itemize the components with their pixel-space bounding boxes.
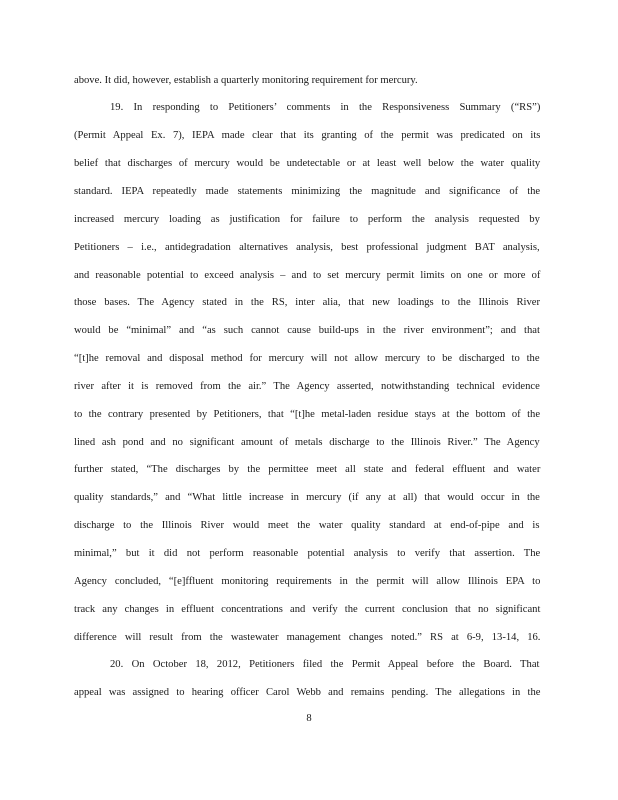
text-line: lined ash pond and no significant amount of metals discharge to the Illinois River.” The Agency: [74, 437, 540, 448]
text-line: river after it is removed from the air.” The Agency asserted, notwithstanding technical evidence: [74, 381, 540, 392]
text-line: appeal was assigned to hearing officer Carol Webb and remains pending. The allegations in the: [74, 687, 541, 698]
text-line: discharge to the Illinois River would meet the water quality standard at end-of-pipe and is: [74, 520, 540, 531]
text-line: track any changes in effluent concentrations and verify the current conclusion that no significant: [74, 604, 541, 615]
text-line: increased mercury loading as justification for failure to perform the analysis requested by: [74, 214, 540, 225]
text-line: standard. IEPA repeatedly made statements minimizing the magnitude and significance of the: [74, 186, 541, 197]
text-line: Agency concluded, “[e]ffluent monitoring requirements in the permit will allow Illinois EPA to: [74, 576, 541, 587]
text-line: “[t]he removal and disposal method for mercury will not allow mercury to be discharged to the: [74, 353, 540, 364]
text-line: quality standards,” and “What little increase in mercury (if any at all) that would occur in the: [74, 492, 540, 503]
paragraph-20-start: 20. On October 18, 2012, Petitioners filed the Permit Appeal before the Board. That: [110, 659, 540, 670]
text-line: Petitioners – i.e., antidegradation alternatives analysis, best professional judgment BAT analysis,: [74, 242, 540, 253]
text-line: those bases. The Agency stated in the RS, inter alia, that new loadings to the Illinois River: [74, 297, 540, 308]
text-line: and reasonable potential to exceed analysis – and to set mercury permit limits on one or more of: [74, 270, 541, 281]
text-line: difference will result from the wastewater management changes noted.” RS at 6-9, 13-14, 16.: [74, 632, 541, 643]
text-line: would be “minimal” and “as such cannot cause build-ups in the river environment”; and that: [74, 325, 540, 336]
text-line: above. It did, however, establish a quarterly monitoring requirement for mercury.: [74, 75, 418, 86]
text-line: minimal,” but it did not perform reasonable potential analysis to verify that assertion. The: [74, 548, 541, 559]
page-number: 8: [306, 713, 312, 724]
text-line: further stated, “The discharges by the permittee meet all state and federal effluent and water: [74, 464, 541, 475]
paragraph-19-start: 19. In responding to Petitioners’ comments in the Responsiveness Summary (“RS”): [110, 102, 541, 113]
text-line: to the contrary presented by Petitioners, that “[t]he metal-laden residue stays at the bottom of the: [74, 409, 541, 420]
text-line: (Permit Appeal Ex. 7), IEPA made clear that its granting of the permit was predicated on its: [74, 130, 541, 141]
text-line: belief that discharges of mercury would be undetectable or at least well below the water quality: [74, 158, 541, 169]
